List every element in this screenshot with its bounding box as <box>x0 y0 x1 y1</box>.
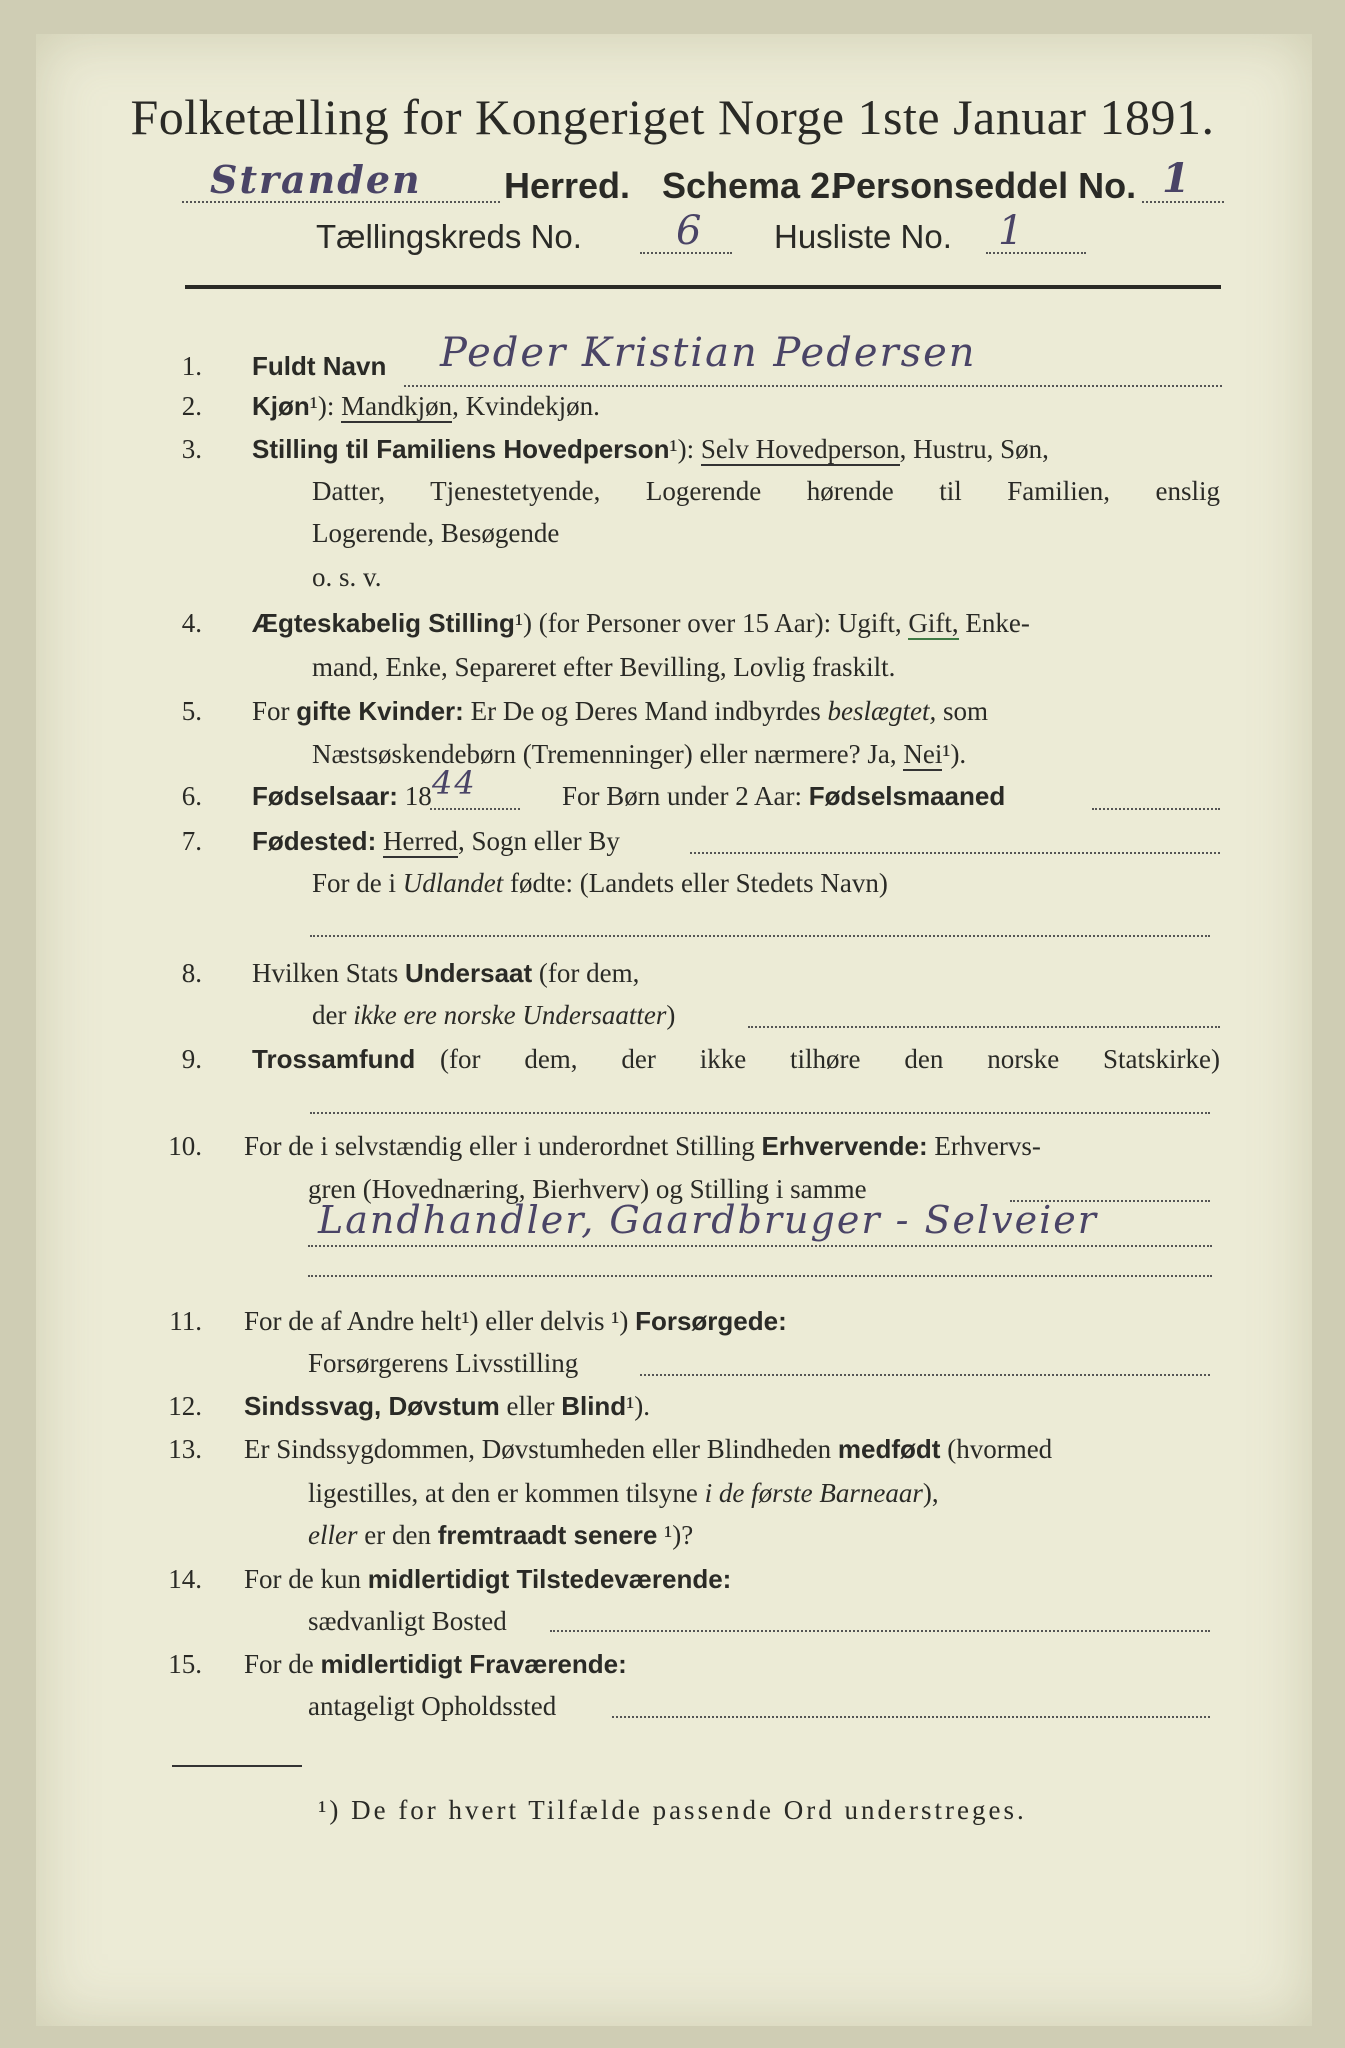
option: , Kvindekjøn. <box>452 391 600 421</box>
text: som <box>936 696 989 726</box>
italic-text: beslægtet, <box>827 696 937 726</box>
question-label: Fødselsmaaned <box>808 781 1006 811</box>
text: ¹). <box>942 739 967 769</box>
text: Næstsøskendebørn (Tremenninger) eller nærmere? Ja, <box>312 739 904 769</box>
italic-text: i de første Barneaar <box>704 1478 923 1508</box>
italic-text: Udlandet <box>402 868 504 898</box>
header-line-kreds <box>316 208 1116 268</box>
text: For de af Andre helt <box>244 1306 462 1336</box>
question-label: gifte Kvinder: <box>296 696 464 726</box>
year-prefix: 18 <box>404 781 432 811</box>
question-10-line-2: gren (Hovednæring, Bierhverv) og Stilling i samme <box>308 1174 867 1204</box>
selected-option: Herred <box>382 826 458 856</box>
selected-option: Selv Hovedperson <box>700 434 900 464</box>
question-label: midlertidigt Fraværende: <box>320 1649 627 1679</box>
question-number: 15. <box>168 1649 202 1679</box>
header-divider <box>185 285 1221 289</box>
text: For de <box>244 1649 321 1679</box>
personseddel-label: Personseddel No. <box>832 165 1137 206</box>
question-4-line-2: mand, Enke, Separeret efter Bevilling, Lovlig fraskilt. <box>312 652 896 682</box>
husliste-label: Husliste No. <box>774 218 952 255</box>
answer-line <box>310 1112 1210 1114</box>
question-number: 8. <box>181 958 202 988</box>
question-label: fremtraadt senere <box>437 1520 658 1550</box>
answer-line <box>550 1630 1210 1632</box>
question-label: Forsørgede: <box>635 1306 787 1336</box>
question-3-line-3: Logerende, Besøgende <box>312 518 560 548</box>
question-label: midlertidigt Tilstedeværende: <box>367 1564 732 1594</box>
question-label: Erhvervende: <box>761 1131 928 1161</box>
question-3-line-4: o. s. v. <box>312 562 382 592</box>
question-label: Blind <box>561 1391 627 1421</box>
answer-birth-year: 44 <box>432 764 477 802</box>
superscript: ¹): <box>669 434 695 464</box>
form-title: Folketælling for Kongeriget Norge 1ste Januar 1891. <box>130 89 1215 145</box>
herred-label: Herred. <box>504 165 631 206</box>
options-text: ¹) (for Personer over 15 Aar): Ugift, <box>514 608 902 638</box>
question-number: 4. <box>181 608 202 638</box>
question-label: Trossamfund <box>252 1044 416 1074</box>
text: Er De og Deres Mand indbyrdes <box>463 696 828 726</box>
question-number: 2. <box>181 391 202 421</box>
question-6-part-2 <box>562 775 1005 817</box>
question-number: 5. <box>181 696 202 726</box>
answer-line <box>612 1716 1210 1718</box>
question-label: Undersaat <box>405 958 533 988</box>
herred-name: Stranden <box>210 157 422 202</box>
question-8-line-2 <box>312 994 675 1036</box>
question-3-line-2: Datter, Tjenestetyende, Logerende hørende til Familien, enslig <box>312 476 1220 506</box>
italic-text: ikke ere norske Undersaatter <box>353 1000 667 1030</box>
footnote: ¹) De for hvert Tilfælde passende Ord understreges. <box>318 1795 1027 1825</box>
text: Erhvervs- <box>927 1131 1041 1161</box>
question-number: 9. <box>181 1044 202 1074</box>
answer-line <box>308 1275 1212 1277</box>
question-number: 10. <box>168 1131 202 1161</box>
text: For de i selvstændig eller i underordnet Stilling <box>244 1131 762 1161</box>
kreds-no: 6 <box>676 208 704 254</box>
question-label: Ægteskabelig Stilling <box>252 608 515 638</box>
question-15-line-2: antageligt Opholdssted <box>308 1691 557 1721</box>
text: ¹)? <box>657 1520 694 1550</box>
selected-option: Mandkjøn <box>341 391 453 421</box>
schema-label: Schema 2. <box>662 165 841 206</box>
text: For Børn under 2 Aar: <box>562 781 802 811</box>
question-number: 12. <box>168 1391 202 1421</box>
kreds-label: Tællingskreds No. <box>316 218 582 255</box>
question-label: medfødt <box>837 1434 941 1464</box>
text: , Sogn eller By <box>457 826 620 856</box>
husliste-no: 1 <box>998 208 1026 254</box>
text: Hvilken Stats <box>252 958 405 988</box>
options-text: Enke- <box>958 608 1030 638</box>
question-number: 14. <box>168 1564 202 1594</box>
text: (for dem, <box>532 958 640 988</box>
answer-full-name: Peder Kristian Pedersen <box>440 330 977 376</box>
question-9-text: (for dem, der ikke tilhøre den norske Statskirke) <box>440 1044 1220 1074</box>
answer-line <box>430 808 520 810</box>
question-label: Fødselsaar: <box>252 781 398 811</box>
selected-option: Nei <box>903 739 943 769</box>
answer-line <box>690 852 1220 854</box>
question-label: Fødested: <box>252 826 377 856</box>
footnote-divider <box>172 1765 302 1767</box>
personseddel-no: 1 <box>1162 155 1192 202</box>
selected-option: Gift, <box>908 608 959 638</box>
answer-line <box>640 1374 1210 1376</box>
question-label: Sindssvag, Døvstum <box>244 1391 500 1421</box>
answer-line <box>748 1026 1220 1028</box>
question-label: Kjøn <box>252 391 310 421</box>
superscript: ¹): <box>309 391 335 421</box>
answer-line <box>310 935 1210 937</box>
question-number: 7. <box>181 826 202 856</box>
text: Er Sindssygdommen, Døvstumheden eller Blindheden <box>244 1434 838 1464</box>
options-text: , Hustru, Søn, <box>899 434 1049 464</box>
text: eller <box>499 1391 562 1421</box>
question-number: 6. <box>181 781 202 811</box>
text: ) <box>666 1000 676 1030</box>
text: For <box>252 696 297 726</box>
question-11-line-2: Forsørgerens Livsstilling <box>308 1348 579 1378</box>
question-14-line-2: sædvanligt Bosted <box>308 1606 507 1636</box>
text: er den <box>357 1520 438 1550</box>
answer-line <box>1092 808 1220 810</box>
question-13-line-2 <box>308 1472 939 1514</box>
text: ¹). <box>626 1391 651 1421</box>
answer-line <box>308 1245 1212 1247</box>
question-number: 11. <box>169 1306 202 1336</box>
question-label: Stilling til Familiens Hovedperson <box>252 434 670 464</box>
answer-occupation: Landhandler, Gaardbruger - Selveier <box>318 1198 1098 1242</box>
text: ligestilles, at den er kommen tilsyne <box>308 1478 705 1508</box>
italic-text: eller <box>308 1520 358 1550</box>
question-7-line-2 <box>312 862 888 904</box>
text: fødte: (Landets eller Stedets Navn) <box>503 868 888 898</box>
question-number: 13. <box>168 1434 202 1464</box>
question-number: 1. <box>181 351 202 381</box>
question-label: Fuldt Navn <box>252 351 387 381</box>
text: For de kun <box>244 1564 368 1594</box>
question-5-line-2 <box>312 733 966 775</box>
text: der <box>312 1000 354 1030</box>
text: For de i <box>312 868 403 898</box>
question-number: 3. <box>181 434 202 464</box>
text: ), <box>922 1478 939 1508</box>
text: ¹) eller delvis ¹) <box>461 1306 636 1336</box>
text: (hvormed <box>940 1434 1053 1464</box>
question-13-line-3 <box>308 1514 693 1556</box>
